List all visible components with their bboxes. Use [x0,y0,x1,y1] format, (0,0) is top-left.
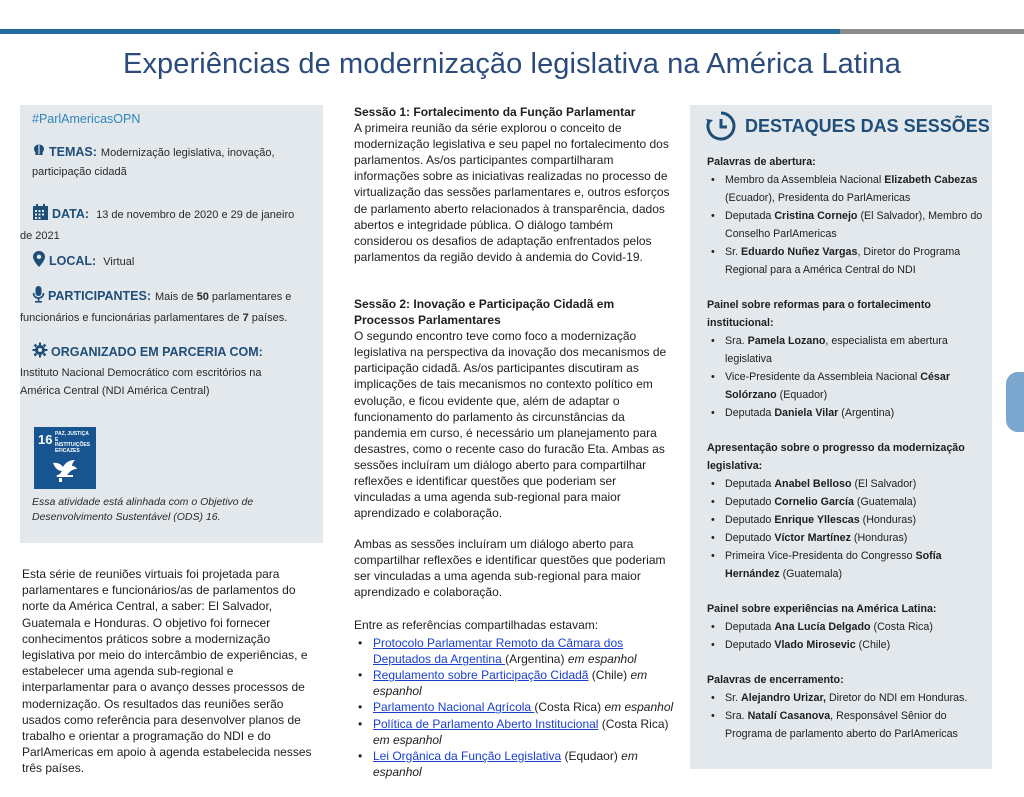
reference-item [373,635,674,667]
dove-icon [47,451,83,483]
highlight-item [725,368,987,404]
participantes-value-end: países. [251,312,288,324]
highlight-section [707,296,987,422]
data-row [20,203,313,245]
highlight-item-bold: Víctor Martínez [774,532,851,544]
ods-note: Essa atividade está alinhada com o Objetivo de Desenvolvimento Sustentável (ODS) 16. [32,496,254,523]
reference-country: (Argentina) [505,652,565,667]
event-info-panel [20,105,323,543]
reference-link[interactable]: Lei Orgânica da Função Legislativa [373,748,562,763]
highlight-item [725,529,987,547]
highlight-item-bold: Elizabeth Cabezas [884,174,978,186]
highlight-item-pre: Vice-Presidente da Assembleia Nacional [725,371,921,383]
highlight-section [707,600,987,654]
highlight-item [725,207,987,243]
highlight-section-title: Painel sobre experiências na América Latina: [707,603,937,615]
highlight-section-title: Apresentação sobre o progresso da modernização legislativa: [707,442,965,472]
reference-country: (Chile) [588,668,628,683]
highlight-item-post: (Costa Rica) [870,621,933,633]
highlight-item-post: (Honduras) [859,514,917,526]
highlights-header [705,108,990,144]
reference-lang: em espanhol [601,700,674,715]
top-accent-bar [0,29,840,34]
highlight-item [725,493,987,511]
highlight-item-pre: Primeira Vice-Presidenta do Congresso [725,550,916,562]
gear-icon [32,342,48,364]
highlights-panel [690,105,992,769]
highlight-item-pre: Membro da Assembleia Nacional [725,174,885,186]
highlight-item [725,707,987,743]
participantes-count-2: 7 [242,312,249,324]
highlight-item-post: (Guatemala) [853,496,917,508]
temas-row [32,143,313,181]
organizado-row [20,342,313,400]
highlight-item-bold: Ana Lucía Delgado [774,621,871,633]
highlight-item [725,689,987,707]
reference-lang: em espanhol [373,668,648,699]
participantes-value-pre: Mais de [155,290,194,303]
reference-item [373,748,674,780]
local-value: Virtual [103,255,135,268]
organizado-value-cont: América Central (NDI América Central) [20,385,210,397]
side-scroll-tab[interactable] [1006,372,1024,432]
calendar-icon [32,203,49,227]
references [354,617,674,780]
participantes-label: PARTICIPANTES: [48,288,152,303]
page-title: Experiências de modernização legislativa na América Latina [123,48,901,80]
local-label: LOCAL: [49,253,97,268]
highlight-list [707,475,987,583]
highlight-item-bold: Natalí Casanova [747,710,831,722]
highlight-item [725,547,987,583]
reference-item [373,667,674,699]
reference-link[interactable]: Política de Parlamento Aberto Institucional [373,716,599,731]
reference-country: (Equdaor) [561,748,618,763]
highlight-item-pre: Deputada [725,407,775,419]
reference-link[interactable]: Parlamento Nacional Agrícola [373,700,535,715]
highlight-item-bold: Eduardo Nuñez Vargas [741,246,858,258]
data-label: DATA: [52,206,90,221]
temas-value: Modernização legislativa, inovação, [100,147,275,159]
highlight-item-bold: Anabel Belloso [774,478,852,490]
clock-icon [705,110,737,142]
reference-lang: em espanhol [564,652,637,667]
reference-country: (Costa Rica) [598,716,669,731]
highlight-item-pre: Sra. [725,710,748,722]
highlight-item-post: (Honduras) [850,532,908,544]
session-2-text: O segundo encontro teve como foco a modernização legislativa na perspectiva da inovação dos mecanismos de participação cidadã. As/os participantes discutiram as implicações de tais mecanismos no contexto político em evolução, e ficou evidente que, além de adaptar o funcionamento do parlamento às circunstâncias da pandemia em curso, é necessário um planejamento para desastres, como o recente caso do furacão Eta. Ambas as sessões incluíram um diálogo aberto para compartilhar reflexões e identificar questões que poderiam ser vinculadas a uma agenda sub-regional para maior aprendizado e colaboração. [354,329,667,521]
highlight-item-bold: Cornelio García [774,496,854,508]
highlight-item-pre: Deputada [725,478,775,490]
highlight-item [725,636,987,654]
reference-lang: em espanhol [373,732,442,747]
highlight-item-pre: Sr. [725,692,742,704]
highlight-item-bold: Pamela Lozano [747,335,826,347]
sdg-text: PAZ, JUSTIÇA E INSTITUIÇÕES EFICAZES [55,431,91,454]
temas-value-cont: participação cidadã [32,166,127,179]
highlight-item [725,511,987,529]
highlight-item-bold: César Solórzano [725,371,950,401]
highlight-list [707,332,987,422]
highlight-item-pre: Deputado [725,496,775,508]
data-value-cont: de 2021 [20,230,60,242]
participantes-count-1: 50 [196,290,209,303]
highlight-item-pre: Deputado [725,514,775,526]
session-1-title: Sessão 1: Fortalecimento da Função Parlamentar [354,105,636,119]
highlight-item-post: (Argentina) [838,407,895,419]
closing-text: Ambas as sessões incluíram um diálogo aberto para compartilhar reflexões e identificar questões que poderiam ser vinculadas a uma agenda sub-regional para maior aprendizado e colaboração. [354,537,666,600]
reference-lang: em espanhol [373,748,638,779]
top-accent-bar-grey [840,29,1024,34]
microphone-icon [32,285,45,309]
highlight-item-bold: Alejandro Urizar, [741,692,826,704]
highlight-item-pre: Deputada [725,210,775,222]
reference-link[interactable]: Regulamento sobre Participação Cidadã [373,668,589,683]
highlight-item-post: Diretor do NDI em Honduras. [825,692,968,704]
brain-icon [32,143,46,163]
highlight-item-post: (El Salvador), Membro do Conselho ParlAmericas [725,210,983,240]
organizado-value: Instituto Nacional Democrático com escritórios na [20,367,262,379]
highlight-item-post: , especialista em abertura legislativa [725,335,948,365]
highlight-section [707,671,987,743]
highlight-item-pre: Deputado [725,639,775,651]
participantes-row [20,285,313,327]
organizado-label: ORGANIZADO EM PARCERIA COM: [51,344,263,359]
highlight-item [725,404,987,422]
hashtag[interactable]: #ParlAmericasOPN [32,112,141,126]
participantes-value-line2: funcionários e funcionárias parlamentares de [20,312,240,324]
highlight-item-pre: Deputado [725,532,775,544]
session-2-title: Sessão 2: Inovação e Participação Cidadã em Processos Parlamentares [354,297,615,328]
highlight-section [707,439,987,583]
highlight-item-post: (Ecuador), Presidenta do ParlAmericas [725,192,911,204]
highlight-item [725,243,987,279]
local-row [32,250,313,274]
participantes-value-mid: parlamentares e [211,290,292,303]
location-pin-icon [32,250,46,274]
highlight-item-post: (El Salvador) [851,478,917,490]
sdg-16-badge [34,427,96,489]
reference-item [373,699,674,715]
highlights-body [707,153,987,760]
highlights-title: DESTAQUES DAS SESSÕES [745,115,990,136]
highlight-item [725,171,987,207]
highlight-item-bold: Sofía Hernández [725,550,942,580]
highlight-item-bold: Daniela Vilar [774,407,839,419]
highlight-item [725,475,987,493]
highlight-item [725,618,987,636]
refs-intro: Entre as referências compartilhadas estavam: [354,618,599,632]
session-1 [354,104,674,265]
reference-country: (Costa Rica) [534,700,602,715]
highlight-section-title: Palavras de abertura: [707,156,816,168]
highlight-item-post: (Equador) [776,389,828,401]
session-1-text: A primeira reunião da série explorou o conceito de modernização legislativa e seu papel no fortalecimento dos parlamentos. As/os participantes compartilharam informações sobre as iniciativas realizadas no processo de virtualização das sessões parlamentares e, outros esforços de parlamento aberto relacionados à transparência, dados abertos e integridade pública. O diálogo também considerou os desafios de adaptação enfrentados pelos parlamentos da região devido à andemia do Covid-19. [354,121,670,264]
reference-item [373,716,674,748]
highlight-item-post: , Responsável Sênior do Programa de parlamento aberto do ParlAmericas [725,710,958,740]
highlight-item-post: , Diretor do Programa Regional para a América Central do NDI [725,246,961,276]
highlight-section-title: Palavras de encerramento: [707,674,844,686]
highlight-section [707,153,987,279]
highlight-item-bold: Enrique Yllescas [774,514,860,526]
highlight-item-post: (Guatemala) [779,568,843,580]
highlight-item-post: (Chile) [855,639,891,651]
highlight-list [707,171,987,279]
highlight-list [707,689,987,743]
highlight-item-bold: Cristina Cornejo [774,210,858,222]
session-2 [354,296,674,521]
highlight-item-pre: Sra. [725,335,748,347]
highlight-section-title: Painel sobre reformas para o fortalecimento institucional: [707,299,931,329]
highlight-item-bold: Vlado Mirosevic [774,639,856,651]
reference-link[interactable]: Protocolo Parlamentar Remoto da Câmara dos Deputados da Argentina [373,636,624,667]
temas-label: TEMAS: [49,145,97,159]
sdg-number: 16 [38,432,53,447]
highlight-item-pre: Sr. [725,246,742,258]
highlight-item [725,332,987,368]
closing-paragraph [354,536,674,600]
highlight-item-pre: Deputada [725,621,775,633]
references-list [354,635,674,780]
highlight-list [707,618,987,654]
data-value: 13 de novembro de 2020 e 29 de janeiro [96,208,295,221]
intro-paragraph: Esta série de reuniões virtuais foi projetada para parlamentares e funcionários/as de parlamentos do norte da América Central, a saber: El Salvador, Guatemala e Honduras. O objetivo foi fornecer conhecimentos práticos sobre a modernização legislativa por meio do intercâmbio de experiências, e estabelecer uma agenda sub-regional e interparlamentar para o avanço desses processos de modernização. Os resultados das reuniões serão usados como referência para desenvolver planos de trabalho e orientar a programação do NDI e do ParlAmericas em apoio à agenda estabelecida nesses três países. [22,567,312,776]
